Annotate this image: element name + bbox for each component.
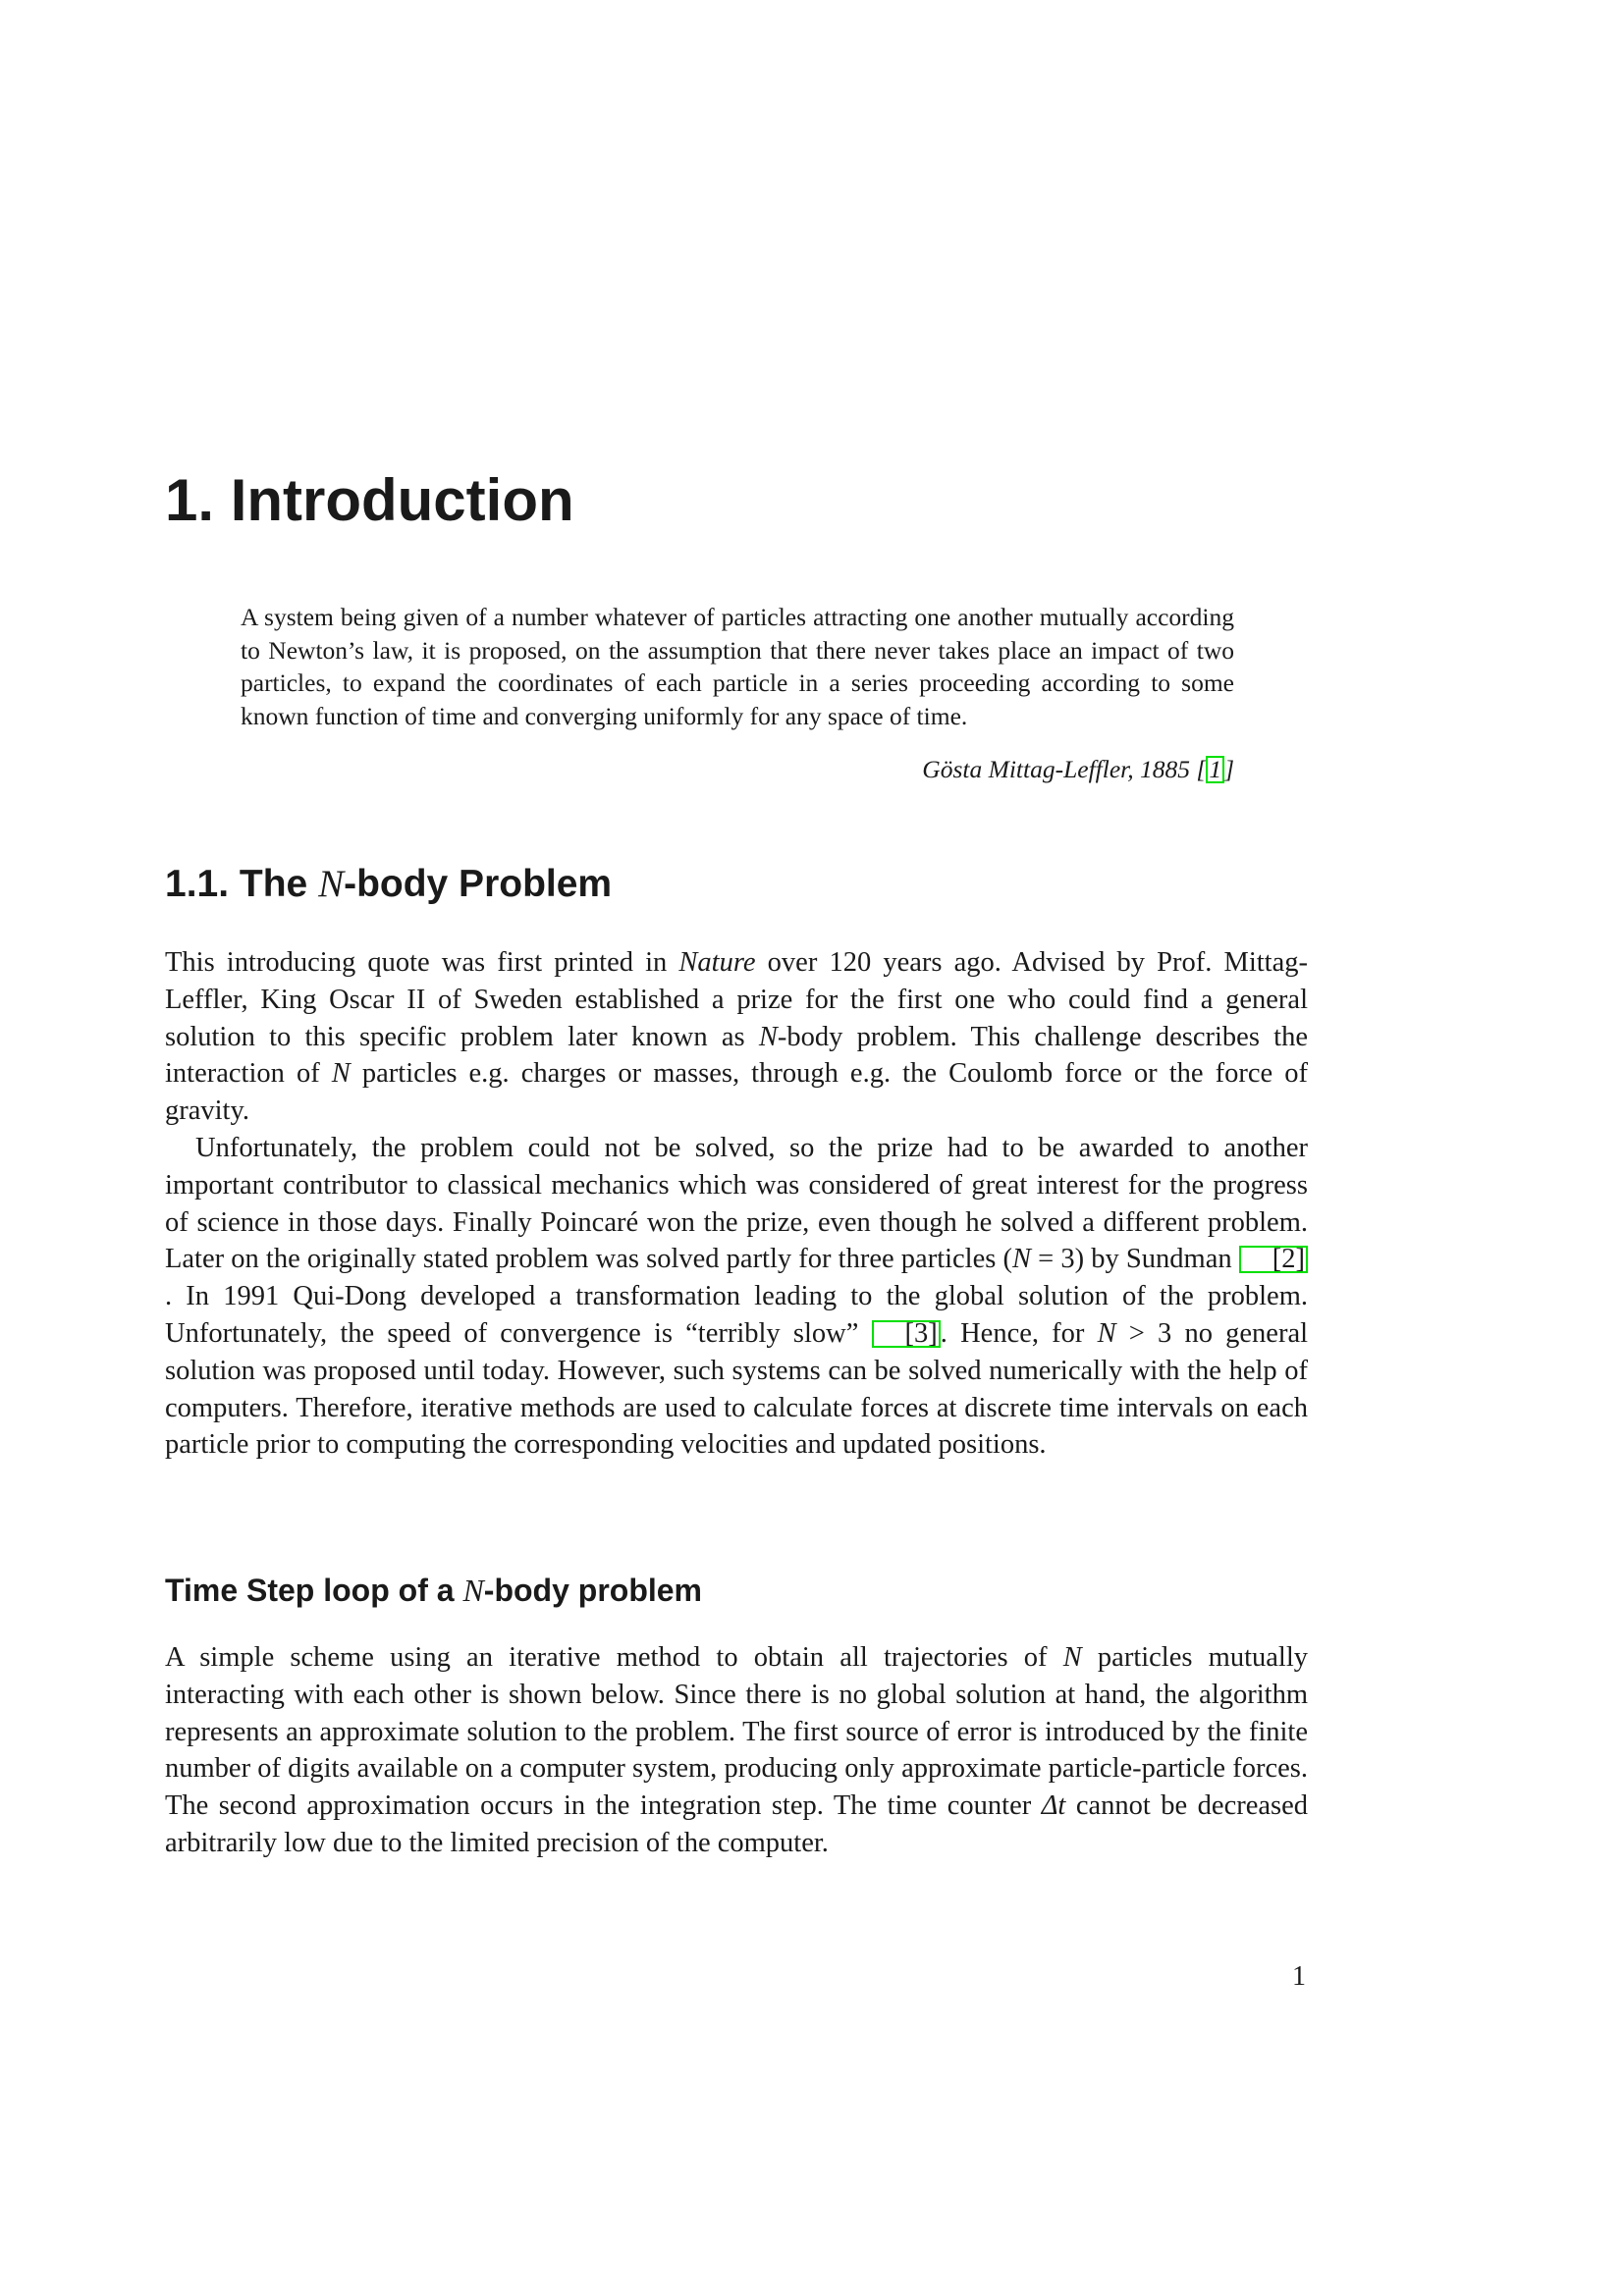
- paragraph-1: [165, 944, 1308, 1130]
- subsection-title-prefix: Time Step loop of a: [165, 1573, 463, 1608]
- p3-math-delta-t: Δt: [1041, 1790, 1066, 1822]
- attribution-text: Gösta Mittag-Leffler, 1885: [922, 755, 1197, 783]
- p2-text-d: . In 1991 Qui-Dong developed a transformation leading to the global solution of the problem. Unfortunately, the speed of convergence is “terribly slow”: [165, 1281, 1308, 1349]
- p2-text-e: . Hence, for: [940, 1317, 1098, 1349]
- p3-text-a: A simple scheme using an iterative method to obtain all trajectories of: [165, 1642, 1063, 1673]
- subsection-title-suffix: -body problem: [483, 1573, 702, 1608]
- p2-text-g: > 3 no general solution was proposed until today. However, such systems can be solved numerically with the help of computers. Therefore, iterative methods are used to calculate forces at discrete time intervals on each particle prior to computing the corresponding velocities and updated positions.: [165, 1317, 1309, 1461]
- p2-text-a: Unfortunately, the problem could not be solved, so the prize had to be awarded to another important contributor to classical mechanics which was considered of great interest for the progress of science in those days. Finally Poincaré won the prize, even though he solved a different problem. Later on the originally stated problem was solved partly for three particles (: [165, 1133, 1308, 1275]
- p1-math-n: N: [758, 1021, 778, 1052]
- section-title-math: N: [318, 863, 345, 905]
- p3-text-e: cannot be decreased arbitrarily low due to the limited precision of the computer.: [165, 1790, 1308, 1858]
- p2-math-n-2: N: [1097, 1317, 1116, 1349]
- p1-text-e: -body problem. This challenge describes the interaction of: [165, 1021, 1308, 1090]
- p1-text-g: particles e.g. charges or masses, through e.g. the Coulomb force or the force of gravity.: [165, 1058, 1309, 1127]
- chapter-title: 1. Introduction: [165, 467, 574, 533]
- p3-math-n: N: [1062, 1642, 1082, 1673]
- page-number: 1: [1292, 1961, 1306, 1992]
- paragraph-3: [165, 1639, 1308, 1862]
- section-title-prefix: 1.1. The: [165, 863, 319, 905]
- subsection-title-math: N: [462, 1573, 484, 1608]
- citation-link-1[interactable]: 1: [1206, 756, 1224, 783]
- p1-text-c: over 120 years ago. Advised by Prof. Mittag-Leffler, King Oscar II of Sweden established a prize for the first one who could find a general solution to this specific problem later known as: [165, 947, 1308, 1052]
- section-title: [165, 860, 612, 909]
- paragraph-2: [165, 1130, 1308, 1464]
- section-title-suffix: -body Problem: [344, 863, 613, 905]
- citation-link-2[interactable]: [2]: [1239, 1246, 1308, 1273]
- p3-text-c: particles mutually interacting with each other is shown below. Since there is no global solution at hand, the algorithm represents an approximate solution to the problem. The first source of error is introduced by the finite number of digits available on a computer system, producing only approximate particle-particle forces. The second approximation occurs in the integration step. The time counter: [165, 1642, 1308, 1822]
- p1-text-a: This introducing quote was first printed in: [165, 947, 679, 978]
- p2-math-n: N: [1011, 1244, 1031, 1275]
- p2-text-c: = 3) by Sundman: [1031, 1244, 1239, 1275]
- p1-math-n-2: N: [331, 1058, 351, 1090]
- epigraph-quote: A system being given of a number whatever of particles attracting one another mutually according to Newton’s law, it is proposed, on the assumption that there never takes place an impact of two particles, to expand the coordinates of each particle in a series proceeding according to some known function of time and converging uniformly for any space of time.: [241, 603, 1234, 730]
- epigraph-attribution: Gösta Mittag-Leffler, 1885 [ 1 ]: [922, 755, 1234, 783]
- subsection-title: [165, 1571, 702, 1610]
- citation-link-3[interactable]: [3]: [872, 1320, 941, 1348]
- p1-journal-name: Nature: [678, 947, 756, 978]
